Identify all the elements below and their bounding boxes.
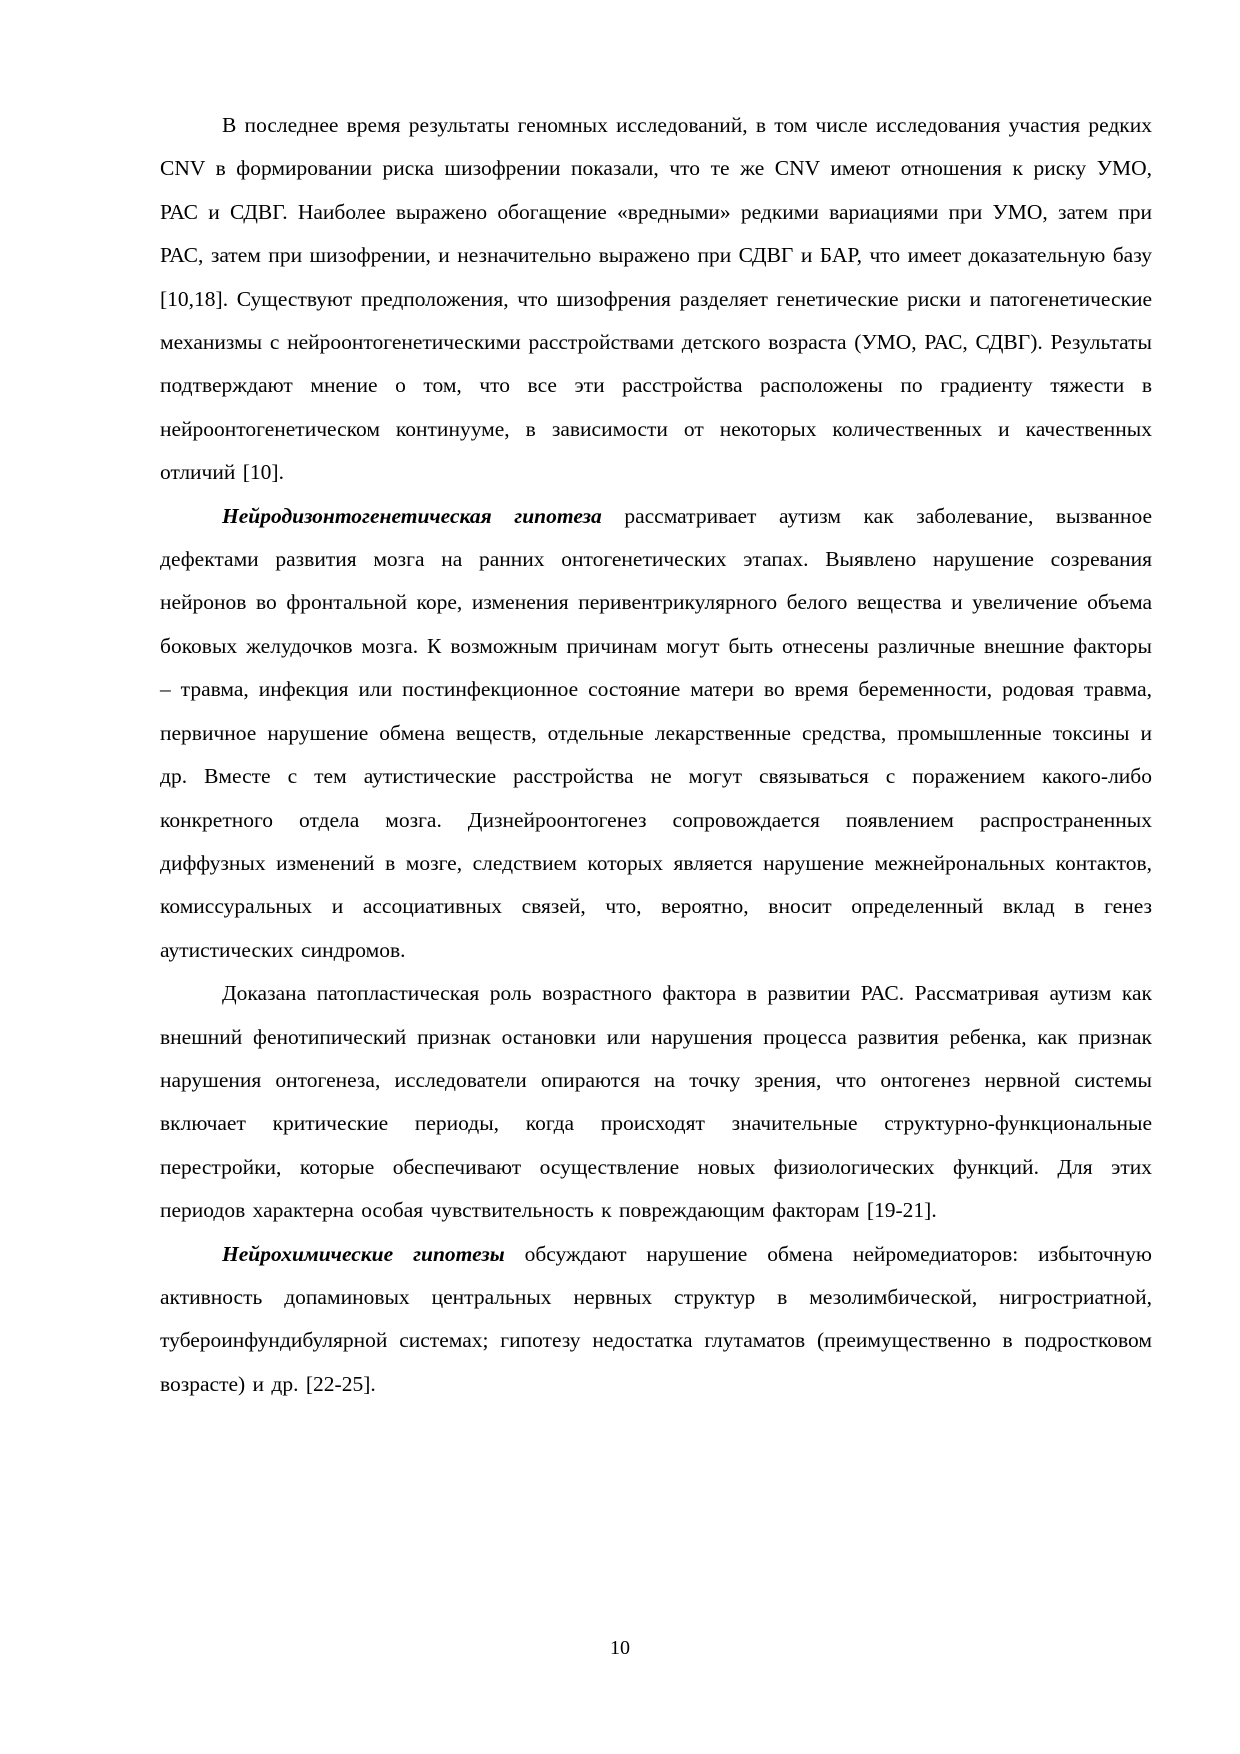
document-body bbox=[160, 104, 1152, 1406]
page-number: 10 bbox=[610, 1637, 630, 1659]
paragraph bbox=[160, 972, 1152, 1232]
emphasis-text-run: Нейродизонтогенетическая гипотеза bbox=[222, 503, 602, 528]
text-run: Доказана патопластическая роль возрастного фактора в развитии РАС. Рассматривая аутизм как внешний фенотипический признак остановки или нарушения процесса развития ребенка, как признак нарушения онтогенеза, исследователи опираются на точку зрения, что онтогенез нервной системы включает критические периоды, когда происходят значительные структурно-функциональные перестройки, которые обеспечивают осуществление новых физиологических функций. Для этих периодов характерна особая чувствительность к повреждающим факторам [19-21]. bbox=[160, 981, 1152, 1223]
paragraph bbox=[160, 104, 1152, 495]
text-run: В последнее время результаты геномных исследований, в том числе исследования участия редких CNV в формировании риска шизофрении показали, что те же CNV имеют отношения к риску УМО, РАС и СДВГ. Наиболее выражено обогащение «вредными» редкими вариациями при УМО, затем при РАС, затем при шизофрении, и незначительно выражено при СДВГ и БАР, что имеет доказательную базу [10,18]. Существуют предположения, что шизофрения разделяет генетические риски и патогенетические механизмы с нейроонтогенетическими расстройствами детского возраста (УМО, РАС, СДВГ). Результаты подтверждают мнение о том, что все эти расстройства расположены по градиенту тяжести в нейроонтогенетическом континууме, в зависимости от некоторых количественных и качественных отличий [10]. bbox=[160, 113, 1152, 485]
text-run: рассматривает аутизм как заболевание, вызванное дефектами развития мозга на ранних онтогенетических этапах. Выявлено нарушение созревания нейронов во фронтальной коре, изменения перивентрикулярного белого вещества и увеличение объема боковых желудочков мозга. К возможным причинам могут быть отнесены различные внешние факторы – травма, инфекция или постинфекционное состояние матери во время беременности, родовая травма, первичное нарушение обмена веществ, отдельные лекарственные средства, промышленные токсины и др. Вместе с тем аутистические расстройства не могут связываться с поражением какого-либо конкретного отдела мозга. Дизнейроонтогенез сопровождается появлением распространенных диффузных изменений в мозге, следствием которых является нарушение межнейрональных контактов, комиссуральных и ассоциативных связей, что, вероятно, вносит определенный вклад в генез аутистических синдромов. bbox=[160, 503, 1152, 962]
text-run: обсуждают нарушение обмена нейромедиаторов: избыточную активность допаминовых центральных нервных структур в мезолимбической, нигростриатной, тубероинфундибулярной системах; гипотезу недостатка глутаматов (преимущественно в подростковом возрасте) и др. [22-25]. bbox=[160, 1241, 1152, 1396]
paragraph bbox=[160, 495, 1152, 972]
paragraph bbox=[160, 1233, 1152, 1407]
emphasis-text-run: Нейрохимические гипотезы bbox=[222, 1241, 505, 1266]
